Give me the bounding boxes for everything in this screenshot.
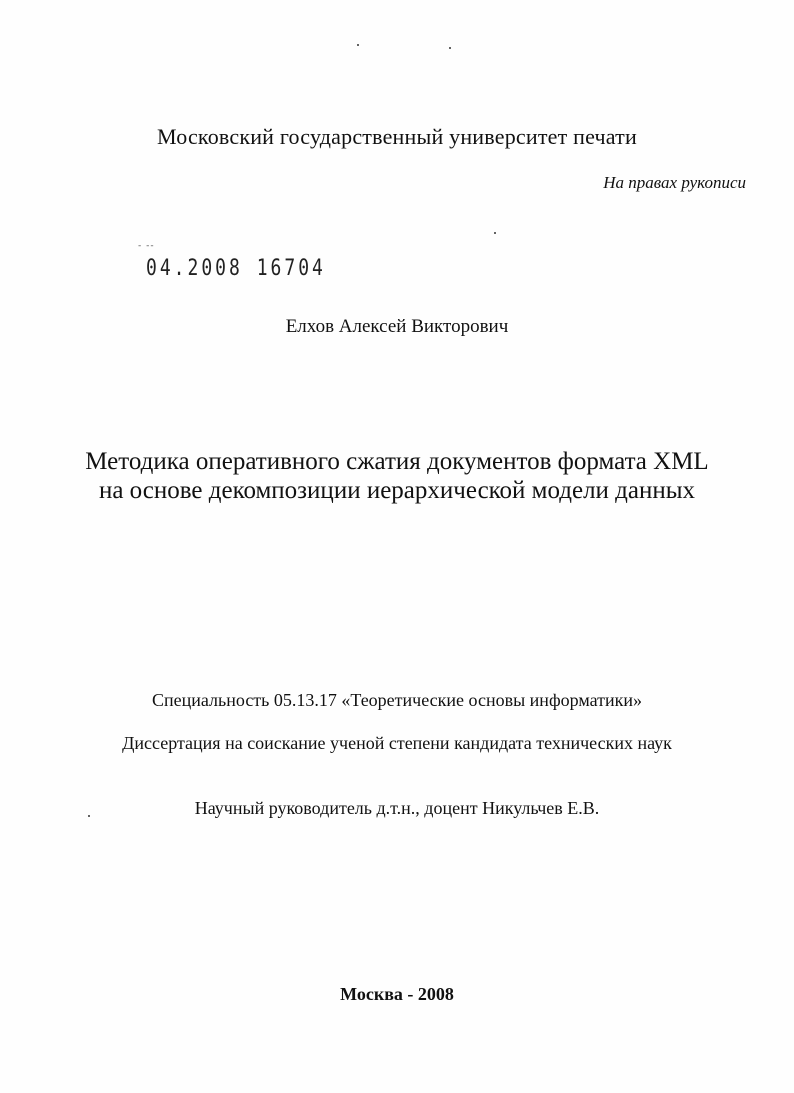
university-name: Московский государственный университет печати — [157, 124, 637, 149]
city-year: Москва - 2008 — [340, 984, 454, 1004]
title-line-1: Методика оперативного сжатия документов формата XML — [85, 448, 709, 475]
scan-speck — [357, 44, 359, 46]
title-line-2: на основе декомпозиции иерархической модели данных — [98, 477, 696, 504]
author-name: Елхов Алексей Викторович — [285, 316, 509, 337]
scan-speck — [494, 232, 496, 234]
specialty: Специальность 05.13.17 «Теоретические основы информатики» — [152, 690, 642, 710]
supervisor: Научный руководитель д.т.н., доцент Никульчев Е.В. — [194, 798, 600, 818]
scan-speck — [449, 47, 451, 49]
dissertation-title — [0, 447, 794, 505]
registration-stamp: 04.2008 16704 — [146, 255, 326, 282]
degree-statement: Диссертация на соискание ученой степени кандидата технических наук — [122, 733, 672, 753]
stamp-mark: - -- — [138, 241, 155, 251]
rights-note: На правах рукописи — [603, 173, 746, 192]
